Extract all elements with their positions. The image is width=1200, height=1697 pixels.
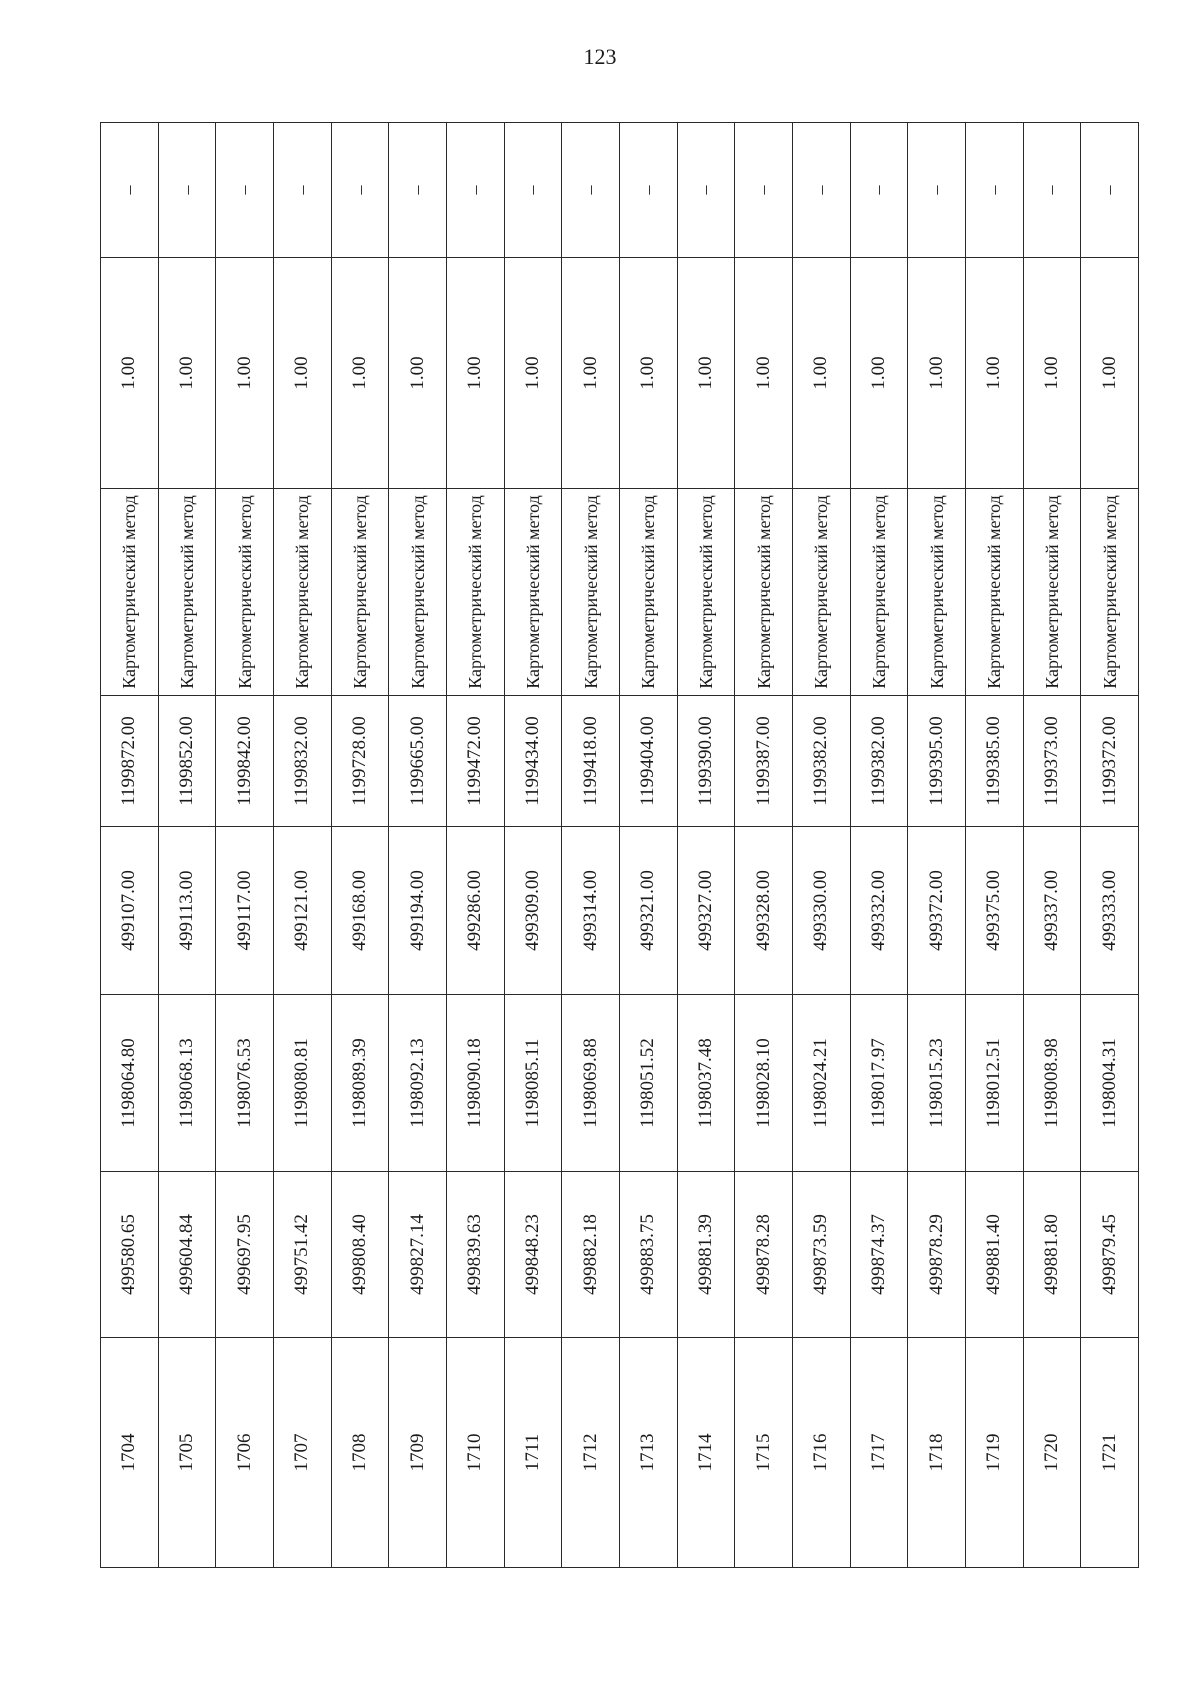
y-coordinate-2-cell: 1199390.00 bbox=[677, 696, 735, 827]
x-coordinate-2-cell: 499333.00 bbox=[1081, 827, 1139, 995]
note-cell: – bbox=[446, 123, 504, 258]
accuracy-cell: 1.00 bbox=[908, 258, 966, 489]
accuracy-cell: 1.00 bbox=[850, 258, 908, 489]
x-coordinate-cell: 499878.28 bbox=[735, 1172, 793, 1338]
point-number-cell: 1720 bbox=[1023, 1338, 1081, 1568]
note-cell: – bbox=[158, 123, 216, 258]
x-coordinate-2-cell: 499332.00 bbox=[850, 827, 908, 995]
method-cell: Картометрический метод bbox=[389, 489, 447, 696]
accuracy-cell: 1.00 bbox=[389, 258, 447, 489]
x-coordinate-cell: 499697.95 bbox=[216, 1172, 274, 1338]
y-coordinate-2-cell: 1199472.00 bbox=[446, 696, 504, 827]
y-coordinate-cell: 1198012.51 bbox=[965, 995, 1023, 1172]
point-number-cell: 1718 bbox=[908, 1338, 966, 1568]
x-coordinate-2-cell: 499327.00 bbox=[677, 827, 735, 995]
x-coordinate-cell: 499881.80 bbox=[1023, 1172, 1081, 1338]
x-coordinate-2-cell: 499168.00 bbox=[331, 827, 389, 995]
y-coordinate-2-cell: 1199832.00 bbox=[273, 696, 331, 827]
x-coordinate-cell: 499881.39 bbox=[677, 1172, 735, 1338]
y-coordinate-cell: 1198051.52 bbox=[619, 995, 677, 1172]
note-cell: – bbox=[331, 123, 389, 258]
method-cell: Картометрический метод bbox=[216, 489, 274, 696]
point-number-cell: 1715 bbox=[735, 1338, 793, 1568]
x-coordinate-2-cell: 499121.00 bbox=[273, 827, 331, 995]
table-row bbox=[273, 123, 331, 1568]
page-number: 123 bbox=[583, 44, 617, 69]
table-row bbox=[677, 123, 735, 1568]
y-coordinate-cell: 1198085.11 bbox=[504, 995, 562, 1172]
x-coordinate-cell: 499808.40 bbox=[331, 1172, 389, 1338]
note-cell: – bbox=[504, 123, 562, 258]
y-coordinate-2-cell: 1199418.00 bbox=[562, 696, 620, 827]
y-coordinate-2-cell: 1199382.00 bbox=[792, 696, 850, 827]
method-cell: Картометрический метод bbox=[619, 489, 677, 696]
y-coordinate-2-cell: 1199665.00 bbox=[389, 696, 447, 827]
point-number-cell: 1710 bbox=[446, 1338, 504, 1568]
accuracy-cell: 1.00 bbox=[446, 258, 504, 489]
y-coordinate-cell: 1198015.23 bbox=[908, 995, 966, 1172]
y-coordinate-cell: 1198089.39 bbox=[331, 995, 389, 1172]
x-coordinate-cell: 499839.63 bbox=[446, 1172, 504, 1338]
table-row bbox=[1023, 123, 1081, 1568]
table-row bbox=[850, 123, 908, 1568]
point-number-cell: 1712 bbox=[562, 1338, 620, 1568]
note-cell: – bbox=[101, 123, 159, 258]
method-cell: Картометрический метод bbox=[735, 489, 793, 696]
point-number-cell: 1704 bbox=[101, 1338, 159, 1568]
table-row bbox=[101, 123, 159, 1568]
note-cell: – bbox=[216, 123, 274, 258]
y-coordinate-cell: 1198090.18 bbox=[446, 995, 504, 1172]
point-number-cell: 1705 bbox=[158, 1338, 216, 1568]
y-coordinate-2-cell: 1199842.00 bbox=[216, 696, 274, 827]
accuracy-cell: 1.00 bbox=[216, 258, 274, 489]
note-cell: – bbox=[677, 123, 735, 258]
point-number-cell: 1709 bbox=[389, 1338, 447, 1568]
accuracy-cell: 1.00 bbox=[101, 258, 159, 489]
y-coordinate-cell: 1198092.13 bbox=[389, 995, 447, 1172]
note-cell: – bbox=[389, 123, 447, 258]
method-cell: Картометрический метод bbox=[446, 489, 504, 696]
y-coordinate-cell: 1198069.88 bbox=[562, 995, 620, 1172]
coordinates-table bbox=[100, 122, 1139, 1568]
y-coordinate-2-cell: 1199852.00 bbox=[158, 696, 216, 827]
table-row bbox=[216, 123, 274, 1568]
method-cell: Картометрический метод bbox=[504, 489, 562, 696]
method-cell: Картометрический метод bbox=[158, 489, 216, 696]
x-coordinate-cell: 499878.29 bbox=[908, 1172, 966, 1338]
accuracy-cell: 1.00 bbox=[504, 258, 562, 489]
note-cell: – bbox=[735, 123, 793, 258]
x-coordinate-2-cell: 499375.00 bbox=[965, 827, 1023, 995]
point-number-cell: 1713 bbox=[619, 1338, 677, 1568]
note-cell: – bbox=[850, 123, 908, 258]
x-coordinate-2-cell: 499328.00 bbox=[735, 827, 793, 995]
y-coordinate-2-cell: 1199372.00 bbox=[1081, 696, 1139, 827]
table-row bbox=[331, 123, 389, 1568]
accuracy-cell: 1.00 bbox=[331, 258, 389, 489]
point-number-cell: 1707 bbox=[273, 1338, 331, 1568]
method-cell: Картометрический метод bbox=[273, 489, 331, 696]
x-coordinate-cell: 499882.18 bbox=[562, 1172, 620, 1338]
x-coordinate-cell: 499883.75 bbox=[619, 1172, 677, 1338]
point-number-cell: 1706 bbox=[216, 1338, 274, 1568]
accuracy-cell: 1.00 bbox=[619, 258, 677, 489]
y-coordinate-cell: 1198064.80 bbox=[101, 995, 159, 1172]
y-coordinate-2-cell: 1199385.00 bbox=[965, 696, 1023, 827]
table-row bbox=[389, 123, 447, 1568]
point-number-cell: 1714 bbox=[677, 1338, 735, 1568]
table-row bbox=[792, 123, 850, 1568]
y-coordinate-2-cell: 1199404.00 bbox=[619, 696, 677, 827]
x-coordinate-2-cell: 499286.00 bbox=[446, 827, 504, 995]
x-coordinate-2-cell: 499309.00 bbox=[504, 827, 562, 995]
table-row bbox=[504, 123, 562, 1568]
x-coordinate-cell: 499580.65 bbox=[101, 1172, 159, 1338]
table-row bbox=[965, 123, 1023, 1568]
rotated-table-content bbox=[100, 123, 1139, 1568]
method-cell: Картометрический метод bbox=[908, 489, 966, 696]
accuracy-cell: 1.00 bbox=[792, 258, 850, 489]
y-coordinate-cell: 1198024.21 bbox=[792, 995, 850, 1172]
x-coordinate-cell: 499604.84 bbox=[158, 1172, 216, 1338]
y-coordinate-2-cell: 1199373.00 bbox=[1023, 696, 1081, 827]
accuracy-cell: 1.00 bbox=[273, 258, 331, 489]
y-coordinate-2-cell: 1199728.00 bbox=[331, 696, 389, 827]
x-coordinate-cell: 499751.42 bbox=[273, 1172, 331, 1338]
x-coordinate-cell: 499848.23 bbox=[504, 1172, 562, 1338]
note-cell: – bbox=[1023, 123, 1081, 258]
y-coordinate-cell: 1198028.10 bbox=[735, 995, 793, 1172]
x-coordinate-2-cell: 499330.00 bbox=[792, 827, 850, 995]
x-coordinate-2-cell: 499372.00 bbox=[908, 827, 966, 995]
method-cell: Картометрический метод bbox=[562, 489, 620, 696]
rotated-table-frame bbox=[100, 123, 1139, 1568]
accuracy-cell: 1.00 bbox=[1081, 258, 1139, 489]
table-row bbox=[735, 123, 793, 1568]
y-coordinate-cell: 1198068.13 bbox=[158, 995, 216, 1172]
accuracy-cell: 1.00 bbox=[735, 258, 793, 489]
y-coordinate-cell: 1198004.31 bbox=[1081, 995, 1139, 1172]
x-coordinate-2-cell: 499107.00 bbox=[101, 827, 159, 995]
table-row bbox=[446, 123, 504, 1568]
accuracy-cell: 1.00 bbox=[1023, 258, 1081, 489]
accuracy-cell: 1.00 bbox=[677, 258, 735, 489]
table-row bbox=[908, 123, 966, 1568]
y-coordinate-2-cell: 1199434.00 bbox=[504, 696, 562, 827]
y-coordinate-cell: 1198076.53 bbox=[216, 995, 274, 1172]
method-cell: Картометрический метод bbox=[965, 489, 1023, 696]
note-cell: – bbox=[562, 123, 620, 258]
x-coordinate-2-cell: 499314.00 bbox=[562, 827, 620, 995]
note-cell: – bbox=[792, 123, 850, 258]
table-row bbox=[619, 123, 677, 1568]
x-coordinate-cell: 499879.45 bbox=[1081, 1172, 1139, 1338]
method-cell: Картометрический метод bbox=[1023, 489, 1081, 696]
note-cell: – bbox=[1081, 123, 1139, 258]
y-coordinate-cell: 1198008.98 bbox=[1023, 995, 1081, 1172]
method-cell: Картометрический метод bbox=[331, 489, 389, 696]
table-row bbox=[562, 123, 620, 1568]
y-coordinate-2-cell: 1199395.00 bbox=[908, 696, 966, 827]
x-coordinate-cell: 499873.59 bbox=[792, 1172, 850, 1338]
note-cell: – bbox=[273, 123, 331, 258]
x-coordinate-cell: 499874.37 bbox=[850, 1172, 908, 1338]
x-coordinate-2-cell: 499321.00 bbox=[619, 827, 677, 995]
method-cell: Картометрический метод bbox=[850, 489, 908, 696]
accuracy-cell: 1.00 bbox=[562, 258, 620, 489]
x-coordinate-2-cell: 499194.00 bbox=[389, 827, 447, 995]
note-cell: – bbox=[965, 123, 1023, 258]
accuracy-cell: 1.00 bbox=[965, 258, 1023, 489]
x-coordinate-2-cell: 499337.00 bbox=[1023, 827, 1081, 995]
note-cell: – bbox=[619, 123, 677, 258]
x-coordinate-2-cell: 499117.00 bbox=[216, 827, 274, 995]
table-row bbox=[158, 123, 216, 1568]
x-coordinate-2-cell: 499113.00 bbox=[158, 827, 216, 995]
x-coordinate-cell: 499827.14 bbox=[389, 1172, 447, 1338]
point-number-cell: 1711 bbox=[504, 1338, 562, 1568]
point-number-cell: 1716 bbox=[792, 1338, 850, 1568]
table-row bbox=[1081, 123, 1139, 1568]
method-cell: Картометрический метод bbox=[792, 489, 850, 696]
y-coordinate-cell: 1198037.48 bbox=[677, 995, 735, 1172]
method-cell: Картометрический метод bbox=[677, 489, 735, 696]
point-number-cell: 1719 bbox=[965, 1338, 1023, 1568]
x-coordinate-cell: 499881.40 bbox=[965, 1172, 1023, 1338]
y-coordinate-cell: 1198017.97 bbox=[850, 995, 908, 1172]
method-cell: Картометрический метод bbox=[101, 489, 159, 696]
y-coordinate-2-cell: 1199872.00 bbox=[101, 696, 159, 827]
y-coordinate-2-cell: 1199382.00 bbox=[850, 696, 908, 827]
note-cell: – bbox=[908, 123, 966, 258]
point-number-cell: 1721 bbox=[1081, 1338, 1139, 1568]
point-number-cell: 1717 bbox=[850, 1338, 908, 1568]
point-number-cell: 1708 bbox=[331, 1338, 389, 1568]
method-cell: Картометрический метод bbox=[1081, 489, 1139, 696]
accuracy-cell: 1.00 bbox=[158, 258, 216, 489]
y-coordinate-cell: 1198080.81 bbox=[273, 995, 331, 1172]
y-coordinate-2-cell: 1199387.00 bbox=[735, 696, 793, 827]
